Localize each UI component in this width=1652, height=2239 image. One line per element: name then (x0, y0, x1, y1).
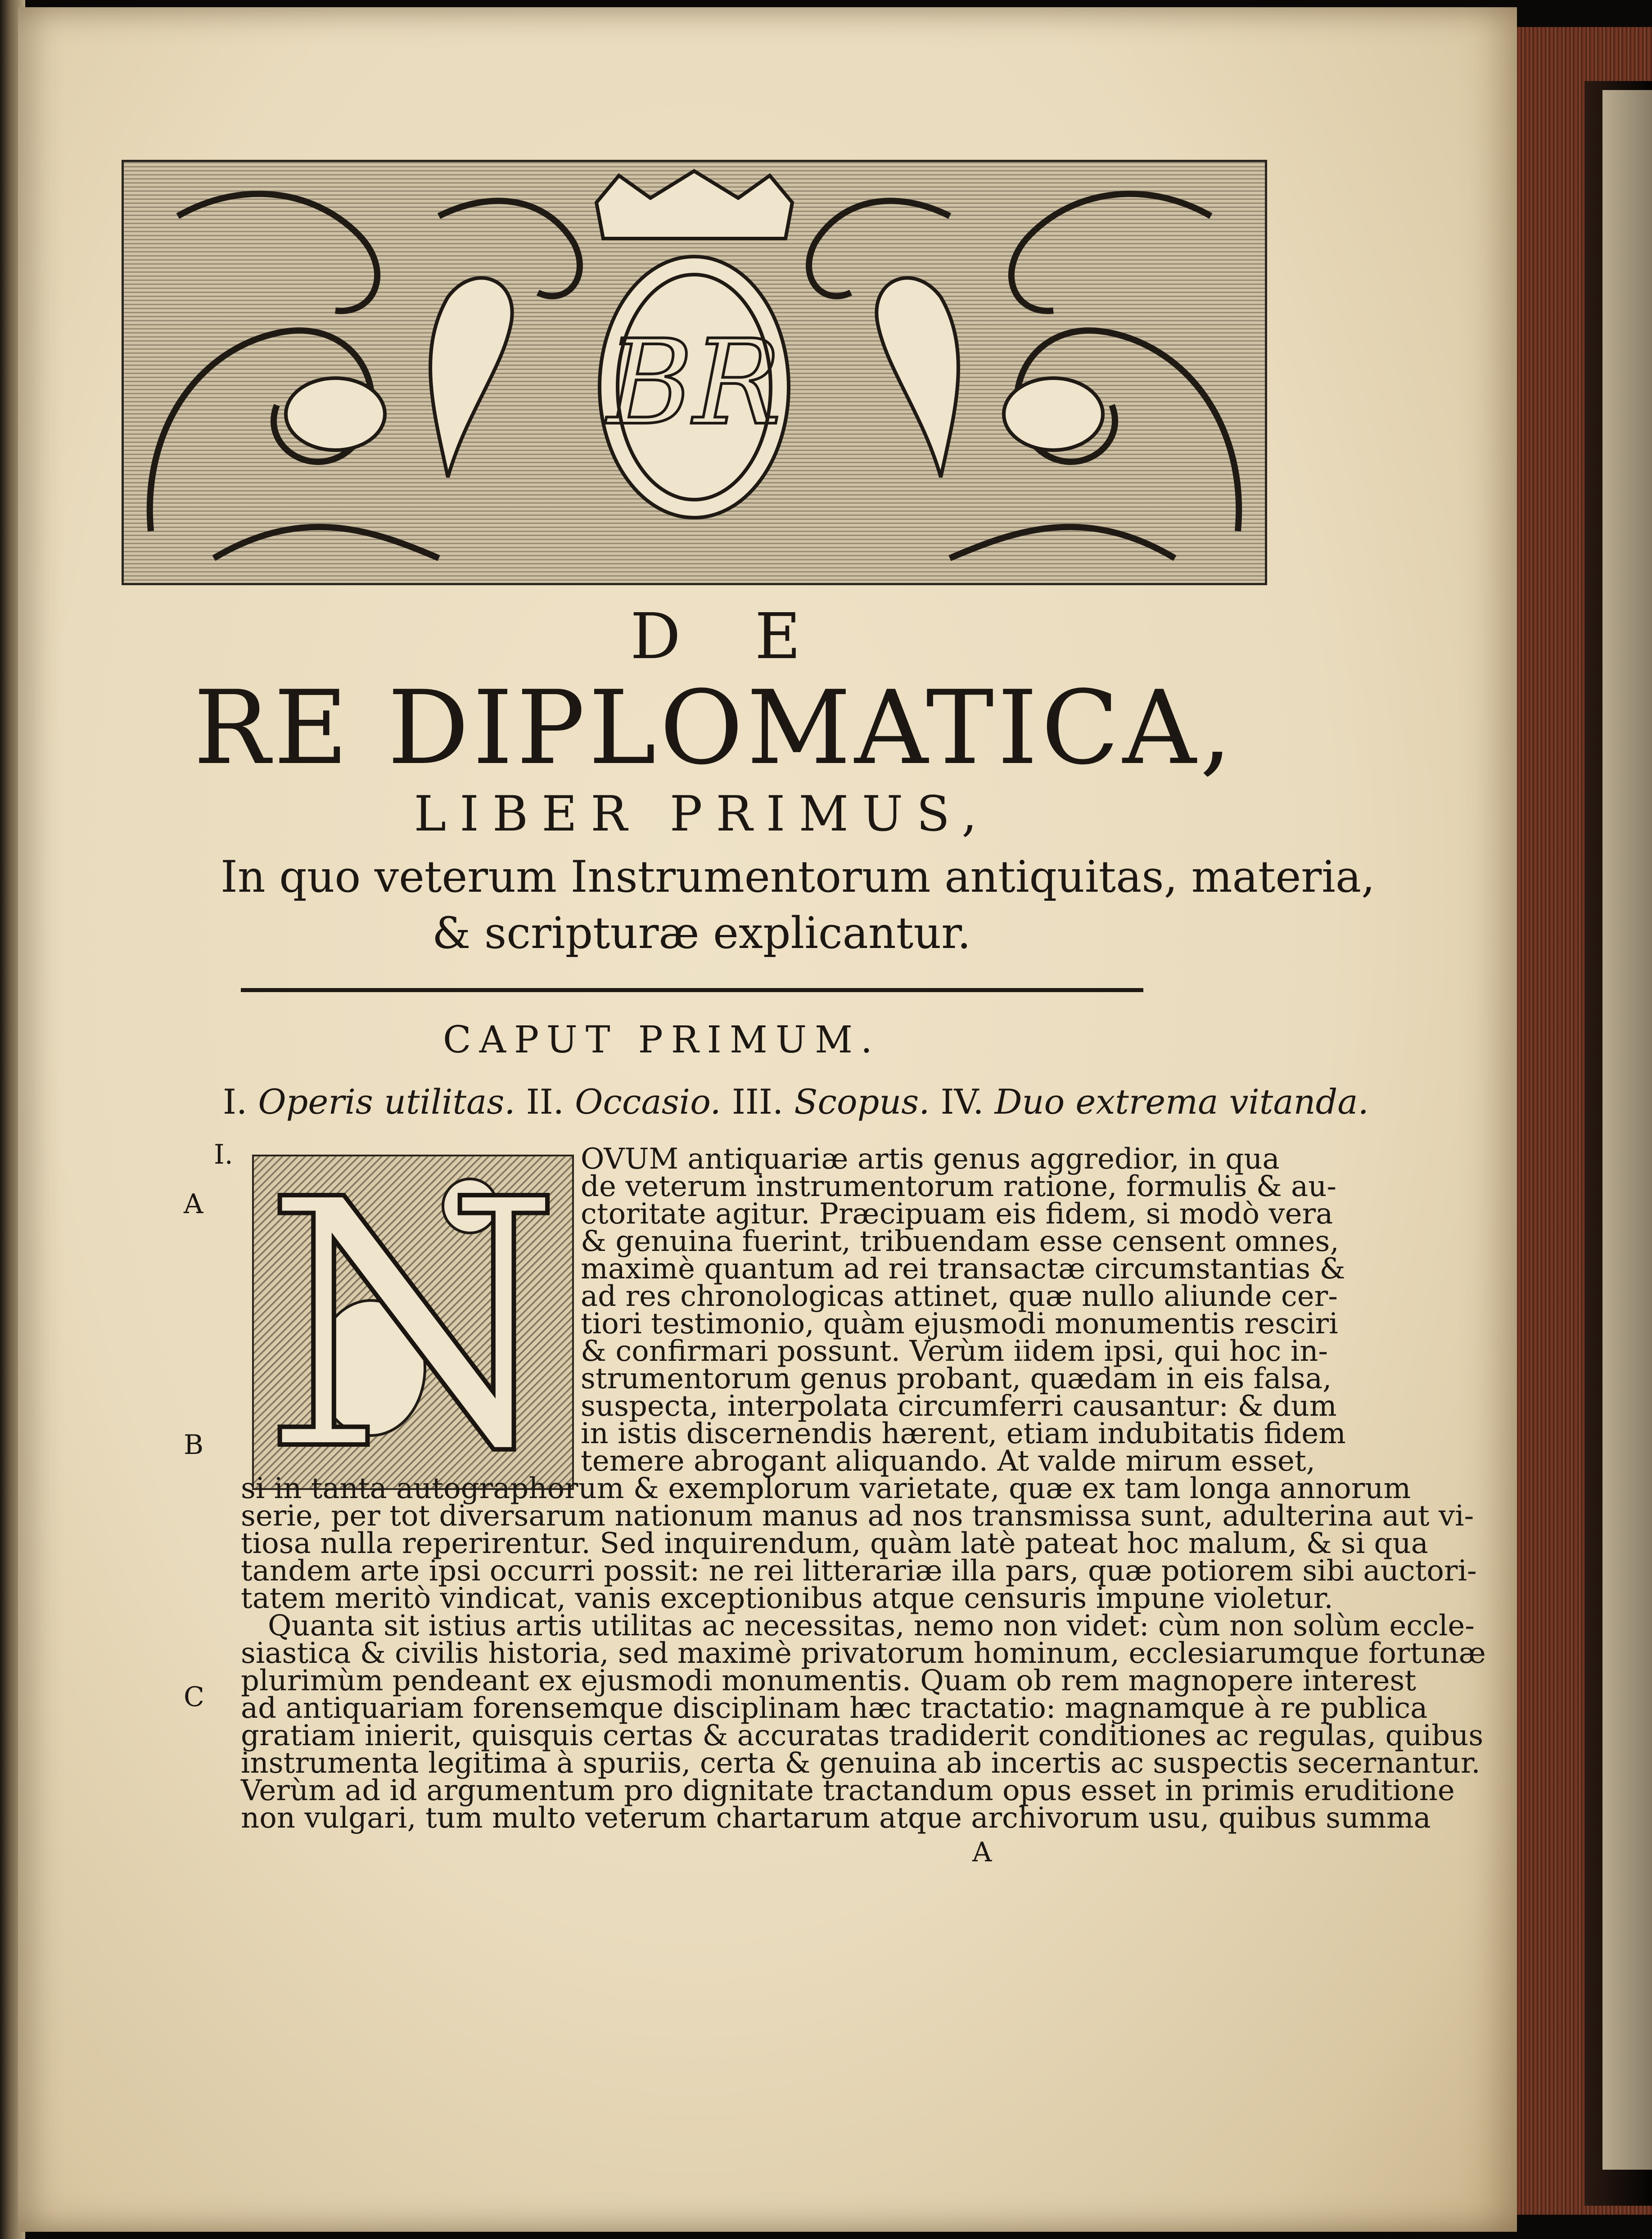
body-line-23: instrumenta legitima à spuriis, certa & genuina ab incertis ac suspectis secernantur. (241, 1747, 1480, 1780)
summary-topic-1: Operis utilitas. (258, 1082, 515, 1122)
subtitle-line-2: & scripturæ explicantur. (432, 908, 971, 958)
body-line-7: tiori testimonio, quàm ejusmodi monumentis resciri (581, 1307, 1338, 1341)
body-line-20: plurimùm pendeant ex ejusmodi monumentis. Quam ob rem magnopere interest (241, 1664, 1416, 1697)
book-part: LIBER PRIMUS, (414, 786, 991, 842)
body-line-16: tandem arte ipsi occurri possit: ne rei litterariæ illa pars, quæ potiorem sibi auctori- (241, 1554, 1477, 1588)
body-line-15: tiosa nulla reperirentur. Sed inquirendum, quàm latè pateat hoc malum, & si qua (241, 1527, 1428, 1560)
summary-number-3: III. (731, 1082, 784, 1122)
body-line-13: si in tanta autographorum & exemplorum varietate, quæ ex tam longa annorum (241, 1472, 1411, 1505)
body-line-18: Quanta sit istius artis utilitas ac necessitas, nemo non videt: cùm non solùm eccle- (268, 1609, 1475, 1643)
catchword: A (972, 1837, 992, 1868)
initial-ornament-icon (254, 1156, 572, 1488)
body-line-10: suspecta, interpolata circumferri causantur: & dum (581, 1390, 1337, 1423)
body-line-5: maximè quantum ad rei transactæ circumstantias & (581, 1252, 1345, 1286)
headpiece-monogram: BR (607, 315, 781, 451)
body-line-11: in istis discernendis hærent, etiam indubitatis fidem (581, 1417, 1346, 1450)
body-line-9: strumentorum genus probant, quædam in eis falsa, (581, 1362, 1332, 1395)
book-title: RE DIPLOMATICA, (194, 669, 1236, 787)
headpiece-ornament-icon (124, 162, 1265, 583)
body-line-14: serie, per tot diversarum nationum manus ad nos transmissa sunt, adulterina aut vi- (241, 1499, 1474, 1533)
subtitle-line-1: In quo veterum Instrumentorum antiquitas, materia, (221, 852, 1375, 902)
decorated-initial (252, 1155, 574, 1490)
body-line-24: Verùm ad id argumentum pro dignitate tractandum opus esset in primis eruditione (241, 1774, 1455, 1807)
margin-mark-c: C (184, 1681, 204, 1713)
section-rule (241, 988, 1143, 992)
body-line-1: OVUM antiquariæ artis genus aggredior, in qua (581, 1142, 1280, 1176)
body-line-3: ctoritate agitur. Præcipuam eis fidem, si modò vera (581, 1197, 1333, 1231)
summary-topic-2: Occasio. (575, 1082, 721, 1122)
engraved-headpiece (122, 160, 1267, 585)
summary-number-2: II. (526, 1082, 564, 1122)
summary-topic-4: Duo extrema vitanda. (994, 1082, 1369, 1122)
margin-mark-b: B (184, 1429, 204, 1461)
body-line-25: non vulgari, tum multo veterum chartarum atque archivorum usu, quibus summa (241, 1801, 1431, 1835)
chapter-heading: CAPUT PRIMUM. (443, 1019, 880, 1061)
body-line-4: & genuina fuerint, tribuendam esse censent omnes, (581, 1225, 1339, 1258)
summary-number-4: IV. (940, 1082, 984, 1122)
body-line-6: ad res chronologicas attinet, quæ nullo aliunde cer- (581, 1280, 1338, 1313)
margin-mark-a: A (184, 1188, 203, 1220)
summary-number-1: I. (223, 1082, 248, 1122)
chapter-summary (223, 1082, 1369, 1122)
body-line-8: & confirmari possunt. Verùm iidem ipsi, qui hoc in- (581, 1335, 1328, 1368)
body-line-17: tatem meritò vindicat, vanis exceptionibus atque censuris impune violetur. (241, 1582, 1333, 1615)
body-line-22: gratiam inierit, quisquis certas & accuratas tradiderit conditiones ac regulas, quibus (241, 1719, 1484, 1752)
binding-cover (1602, 90, 1652, 2170)
body-line-2: de veterum instrumentorum ratione, formulis & au- (581, 1170, 1336, 1203)
body-line-21: ad antiquariam forensemque disciplinam hæc tractatio: magnamque à re publica (241, 1692, 1428, 1725)
initial-letter: N (263, 1156, 563, 1488)
body-line-19: siastica & civilis historia, sed maximè privatorum hominum, ecclesiarumque fortunæ (241, 1637, 1486, 1670)
heading-de: D E (630, 600, 828, 673)
margin-mark-i: I. (214, 1139, 233, 1170)
body-line-12: temere abrogant aliquando. At valde mirum esset, (581, 1445, 1315, 1478)
summary-topic-3: Scopus. (794, 1082, 930, 1122)
